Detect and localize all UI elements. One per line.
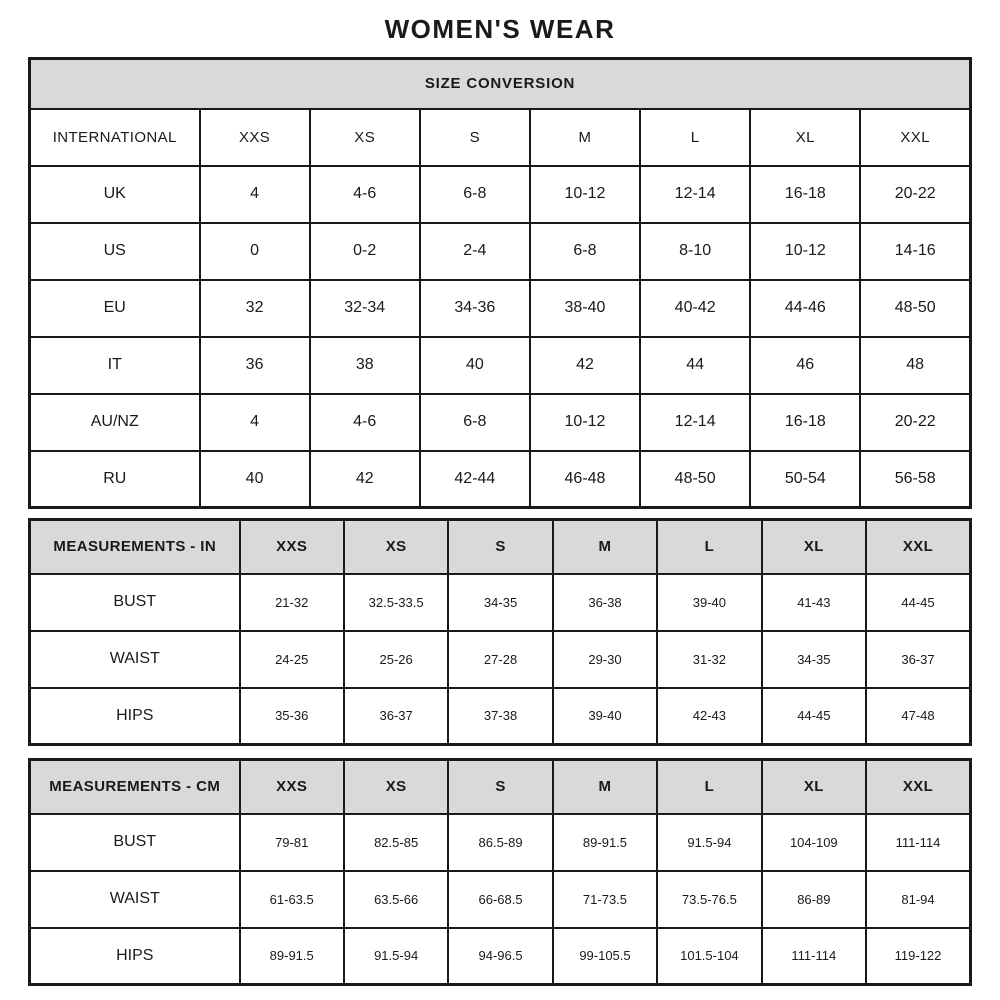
size-header: M bbox=[553, 760, 657, 814]
value-cell: 20-22 bbox=[860, 166, 970, 223]
value-cell: 48-50 bbox=[640, 451, 750, 508]
measurements-cm-table bbox=[28, 758, 972, 986]
row-label: IT bbox=[30, 337, 200, 394]
value-cell: 82.5-85 bbox=[344, 814, 448, 871]
value-cell: 81-94 bbox=[866, 871, 970, 928]
table-row bbox=[30, 688, 971, 745]
table-row bbox=[30, 59, 971, 109]
value-cell: 32-34 bbox=[310, 280, 420, 337]
value-cell: 46 bbox=[750, 337, 860, 394]
value-cell: 104-109 bbox=[762, 814, 866, 871]
value-cell: 89-91.5 bbox=[240, 928, 344, 985]
value-cell: 12-14 bbox=[640, 166, 750, 223]
table-row bbox=[30, 280, 971, 337]
value-cell: 34-35 bbox=[448, 574, 552, 631]
value-cell: 42-44 bbox=[420, 451, 530, 508]
value-cell: 44 bbox=[640, 337, 750, 394]
value-cell: 27-28 bbox=[448, 631, 552, 688]
measurements-cm-title: MEASUREMENTS - CM bbox=[30, 760, 240, 814]
value-cell: 66-68.5 bbox=[448, 871, 552, 928]
size-header: S bbox=[448, 520, 552, 574]
value-cell: 10-12 bbox=[530, 394, 640, 451]
value-cell: 34-36 bbox=[420, 280, 530, 337]
value-cell: 40 bbox=[420, 337, 530, 394]
size-header: XXL bbox=[866, 760, 970, 814]
value-cell: 36 bbox=[200, 337, 310, 394]
size-header: M bbox=[530, 109, 640, 166]
value-cell: 6-8 bbox=[420, 166, 530, 223]
table-row bbox=[30, 871, 971, 928]
row-label: EU bbox=[30, 280, 200, 337]
value-cell: 36-38 bbox=[553, 574, 657, 631]
value-cell: 37-38 bbox=[448, 688, 552, 745]
value-cell: 20-22 bbox=[860, 394, 970, 451]
value-cell: 71-73.5 bbox=[553, 871, 657, 928]
row-label: AU/NZ bbox=[30, 394, 200, 451]
page-title: WOMEN'S WEAR bbox=[384, 14, 616, 44]
value-cell: 36-37 bbox=[866, 631, 970, 688]
value-cell: 42 bbox=[530, 337, 640, 394]
value-cell: 25-26 bbox=[344, 631, 448, 688]
value-cell: 73.5-76.5 bbox=[657, 871, 761, 928]
table-row bbox=[30, 109, 971, 166]
value-cell: 32 bbox=[200, 280, 310, 337]
value-cell: 46-48 bbox=[530, 451, 640, 508]
value-cell: 111-114 bbox=[866, 814, 970, 871]
value-cell: 8-10 bbox=[640, 223, 750, 280]
table-row bbox=[30, 814, 971, 871]
value-cell: 94-96.5 bbox=[448, 928, 552, 985]
value-cell: 38 bbox=[310, 337, 420, 394]
value-cell: 0 bbox=[200, 223, 310, 280]
value-cell: 4 bbox=[200, 166, 310, 223]
size-conversion-table bbox=[28, 57, 972, 509]
size-header: XS bbox=[344, 760, 448, 814]
value-cell: 86.5-89 bbox=[448, 814, 552, 871]
value-cell: 44-46 bbox=[750, 280, 860, 337]
size-header: XS bbox=[344, 520, 448, 574]
value-cell: 40 bbox=[200, 451, 310, 508]
size-header: XXS bbox=[240, 520, 344, 574]
value-cell: 4-6 bbox=[310, 394, 420, 451]
value-cell: 48-50 bbox=[860, 280, 970, 337]
value-cell: 2-4 bbox=[420, 223, 530, 280]
value-cell: 99-105.5 bbox=[553, 928, 657, 985]
value-cell: 4-6 bbox=[310, 166, 420, 223]
table-row bbox=[30, 574, 971, 631]
table-row bbox=[30, 631, 971, 688]
value-cell: 119-122 bbox=[866, 928, 970, 985]
value-cell: 36-37 bbox=[344, 688, 448, 745]
size-header: XXS bbox=[240, 760, 344, 814]
size-header: L bbox=[640, 109, 750, 166]
value-cell: 63.5-66 bbox=[344, 871, 448, 928]
size-header: XS bbox=[310, 109, 420, 166]
row-label: WAIST bbox=[30, 871, 240, 928]
value-cell: 16-18 bbox=[750, 166, 860, 223]
table-row bbox=[30, 928, 971, 985]
table-row bbox=[30, 166, 971, 223]
value-cell: 86-89 bbox=[762, 871, 866, 928]
value-cell: 38-40 bbox=[530, 280, 640, 337]
value-cell: 44-45 bbox=[762, 688, 866, 745]
size-conversion-title: SIZE CONVERSION bbox=[30, 59, 971, 109]
row-label: US bbox=[30, 223, 200, 280]
table-row bbox=[30, 394, 971, 451]
size-header: S bbox=[420, 109, 530, 166]
size-header: L bbox=[657, 520, 761, 574]
value-cell: 10-12 bbox=[530, 166, 640, 223]
value-cell: 0-2 bbox=[310, 223, 420, 280]
size-header: L bbox=[657, 760, 761, 814]
size-header: XL bbox=[762, 760, 866, 814]
size-header: XXL bbox=[866, 520, 970, 574]
table-row bbox=[30, 223, 971, 280]
value-cell: 79-81 bbox=[240, 814, 344, 871]
value-cell: 91.5-94 bbox=[344, 928, 448, 985]
row-label: HIPS bbox=[30, 928, 240, 985]
value-cell: 39-40 bbox=[553, 688, 657, 745]
size-header: XXL bbox=[860, 109, 970, 166]
value-cell: 16-18 bbox=[750, 394, 860, 451]
value-cell: 40-42 bbox=[640, 280, 750, 337]
row-label: INTERNATIONAL bbox=[30, 109, 200, 166]
size-header: XL bbox=[750, 109, 860, 166]
value-cell: 101.5-104 bbox=[657, 928, 761, 985]
value-cell: 12-14 bbox=[640, 394, 750, 451]
value-cell: 21-32 bbox=[240, 574, 344, 631]
row-label: BUST bbox=[30, 574, 240, 631]
value-cell: 56-58 bbox=[860, 451, 970, 508]
value-cell: 4 bbox=[200, 394, 310, 451]
value-cell: 32.5-33.5 bbox=[344, 574, 448, 631]
value-cell: 10-12 bbox=[750, 223, 860, 280]
table-row bbox=[30, 337, 971, 394]
table-row bbox=[30, 451, 971, 508]
table-row bbox=[30, 520, 971, 574]
table-row bbox=[30, 760, 971, 814]
value-cell: 42-43 bbox=[657, 688, 761, 745]
size-header: S bbox=[448, 760, 552, 814]
row-label: WAIST bbox=[30, 631, 240, 688]
size-header: XXS bbox=[200, 109, 310, 166]
value-cell: 50-54 bbox=[750, 451, 860, 508]
value-cell: 24-25 bbox=[240, 631, 344, 688]
value-cell: 6-8 bbox=[420, 394, 530, 451]
value-cell: 44-45 bbox=[866, 574, 970, 631]
value-cell: 34-35 bbox=[762, 631, 866, 688]
row-label: HIPS bbox=[30, 688, 240, 745]
row-label: RU bbox=[30, 451, 200, 508]
value-cell: 91.5-94 bbox=[657, 814, 761, 871]
value-cell: 39-40 bbox=[657, 574, 761, 631]
size-header: XL bbox=[762, 520, 866, 574]
value-cell: 6-8 bbox=[530, 223, 640, 280]
value-cell: 41-43 bbox=[762, 574, 866, 631]
value-cell: 111-114 bbox=[762, 928, 866, 985]
row-label: UK bbox=[30, 166, 200, 223]
value-cell: 47-48 bbox=[866, 688, 970, 745]
measurements-in-table bbox=[28, 518, 972, 746]
measurements-in-title: MEASUREMENTS - IN bbox=[30, 520, 240, 574]
value-cell: 61-63.5 bbox=[240, 871, 344, 928]
value-cell: 48 bbox=[860, 337, 970, 394]
size-header: M bbox=[553, 520, 657, 574]
value-cell: 35-36 bbox=[240, 688, 344, 745]
row-label: BUST bbox=[30, 814, 240, 871]
value-cell: 14-16 bbox=[860, 223, 970, 280]
value-cell: 29-30 bbox=[553, 631, 657, 688]
value-cell: 31-32 bbox=[657, 631, 761, 688]
value-cell: 42 bbox=[310, 451, 420, 508]
value-cell: 89-91.5 bbox=[553, 814, 657, 871]
